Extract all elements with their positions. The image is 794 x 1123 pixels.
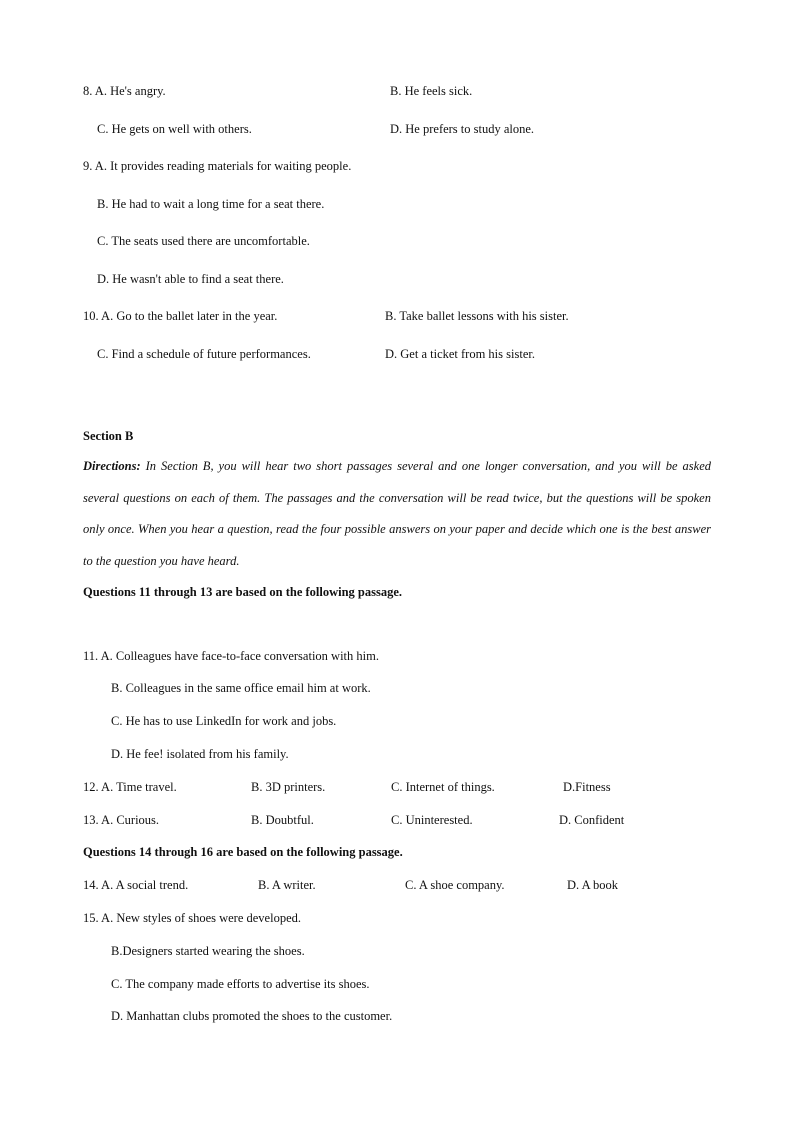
q15-option-c: C. The company made efforts to advertise its shoes. (111, 977, 370, 991)
q9-option-a: 9. A. It provides reading materials for waiting people. (83, 159, 352, 173)
q10-option-a: 10. A. Go to the ballet later in the year. (83, 309, 278, 323)
q10-option-c: C. Find a schedule of future performances. (97, 347, 311, 361)
q8-option-d: D. He prefers to study alone. (390, 122, 535, 136)
q10-option-b: B. Take ballet lessons with his sister. (385, 309, 569, 323)
section-b-directions (83, 451, 711, 577)
q8-option-a: 8. A. He's angry. (83, 84, 166, 98)
group-heading-11-13: Questions 11 through 13 are based on the following passage. (83, 585, 403, 599)
directions-label: Directions: (83, 459, 141, 473)
q13-option-c: C. Uninterested. (391, 813, 473, 827)
q15-option-b: B.Designers started wearing the shoes. (111, 944, 305, 958)
q14-option-b: B. A writer. (258, 878, 316, 892)
q8-option-b: B. He feels sick. (390, 84, 473, 98)
q15-option-a: 15. A. New styles of shoes were developed. (83, 911, 302, 925)
q11-option-a: 11. A. Colleagues have face-to-face conversation with him. (83, 649, 379, 663)
q11-option-b: B. Colleagues in the same office email him at work. (111, 681, 371, 695)
q14-option-c: C. A shoe company. (405, 878, 505, 892)
q15-option-d: D. Manhattan clubs promoted the shoes to the customer. (111, 1009, 393, 1023)
q9-option-b: B. He had to wait a long time for a seat there. (97, 197, 325, 211)
q10-option-d: D. Get a ticket from his sister. (385, 347, 535, 361)
q13-option-a: 13. A. Curious. (83, 813, 160, 827)
q14-option-a: 14. A. A social trend. (83, 878, 189, 892)
q14-option-d: D. A book (567, 878, 619, 892)
q12-option-c: C. Internet of things. (391, 780, 495, 794)
q11-option-d: D. He fee! isolated from his family. (111, 747, 289, 761)
q12-option-b: B. 3D printers. (251, 780, 326, 794)
q8-option-c: C. He gets on well with others. (97, 122, 252, 136)
q13-option-b: B. Doubtful. (251, 813, 314, 827)
q11-option-c: C. He has to use LinkedIn for work and jobs. (111, 714, 337, 728)
q13-option-d: D. Confident (559, 813, 625, 827)
q12-option-a: 12. A. Time travel. (83, 780, 177, 794)
group-heading-14-16: Questions 14 through 16 are based on the following passage. (83, 845, 403, 859)
directions-text: In Section B, you will hear two short passages several and one longer conversation, and you will be asked several questions on each of them. The passages and the conversation will be read twice, but the questions will be spoken only once. When you hear a question, read the four possible answers on your paper and decide which one is the best answer to the question you have heard. (83, 459, 711, 568)
section-b-heading: Section B (83, 429, 134, 443)
q12-option-d: D.Fitness (563, 780, 611, 794)
q9-option-c: C. The seats used there are uncomfortable. (97, 234, 310, 248)
q9-option-d: D. He wasn't able to find a seat there. (97, 272, 284, 286)
